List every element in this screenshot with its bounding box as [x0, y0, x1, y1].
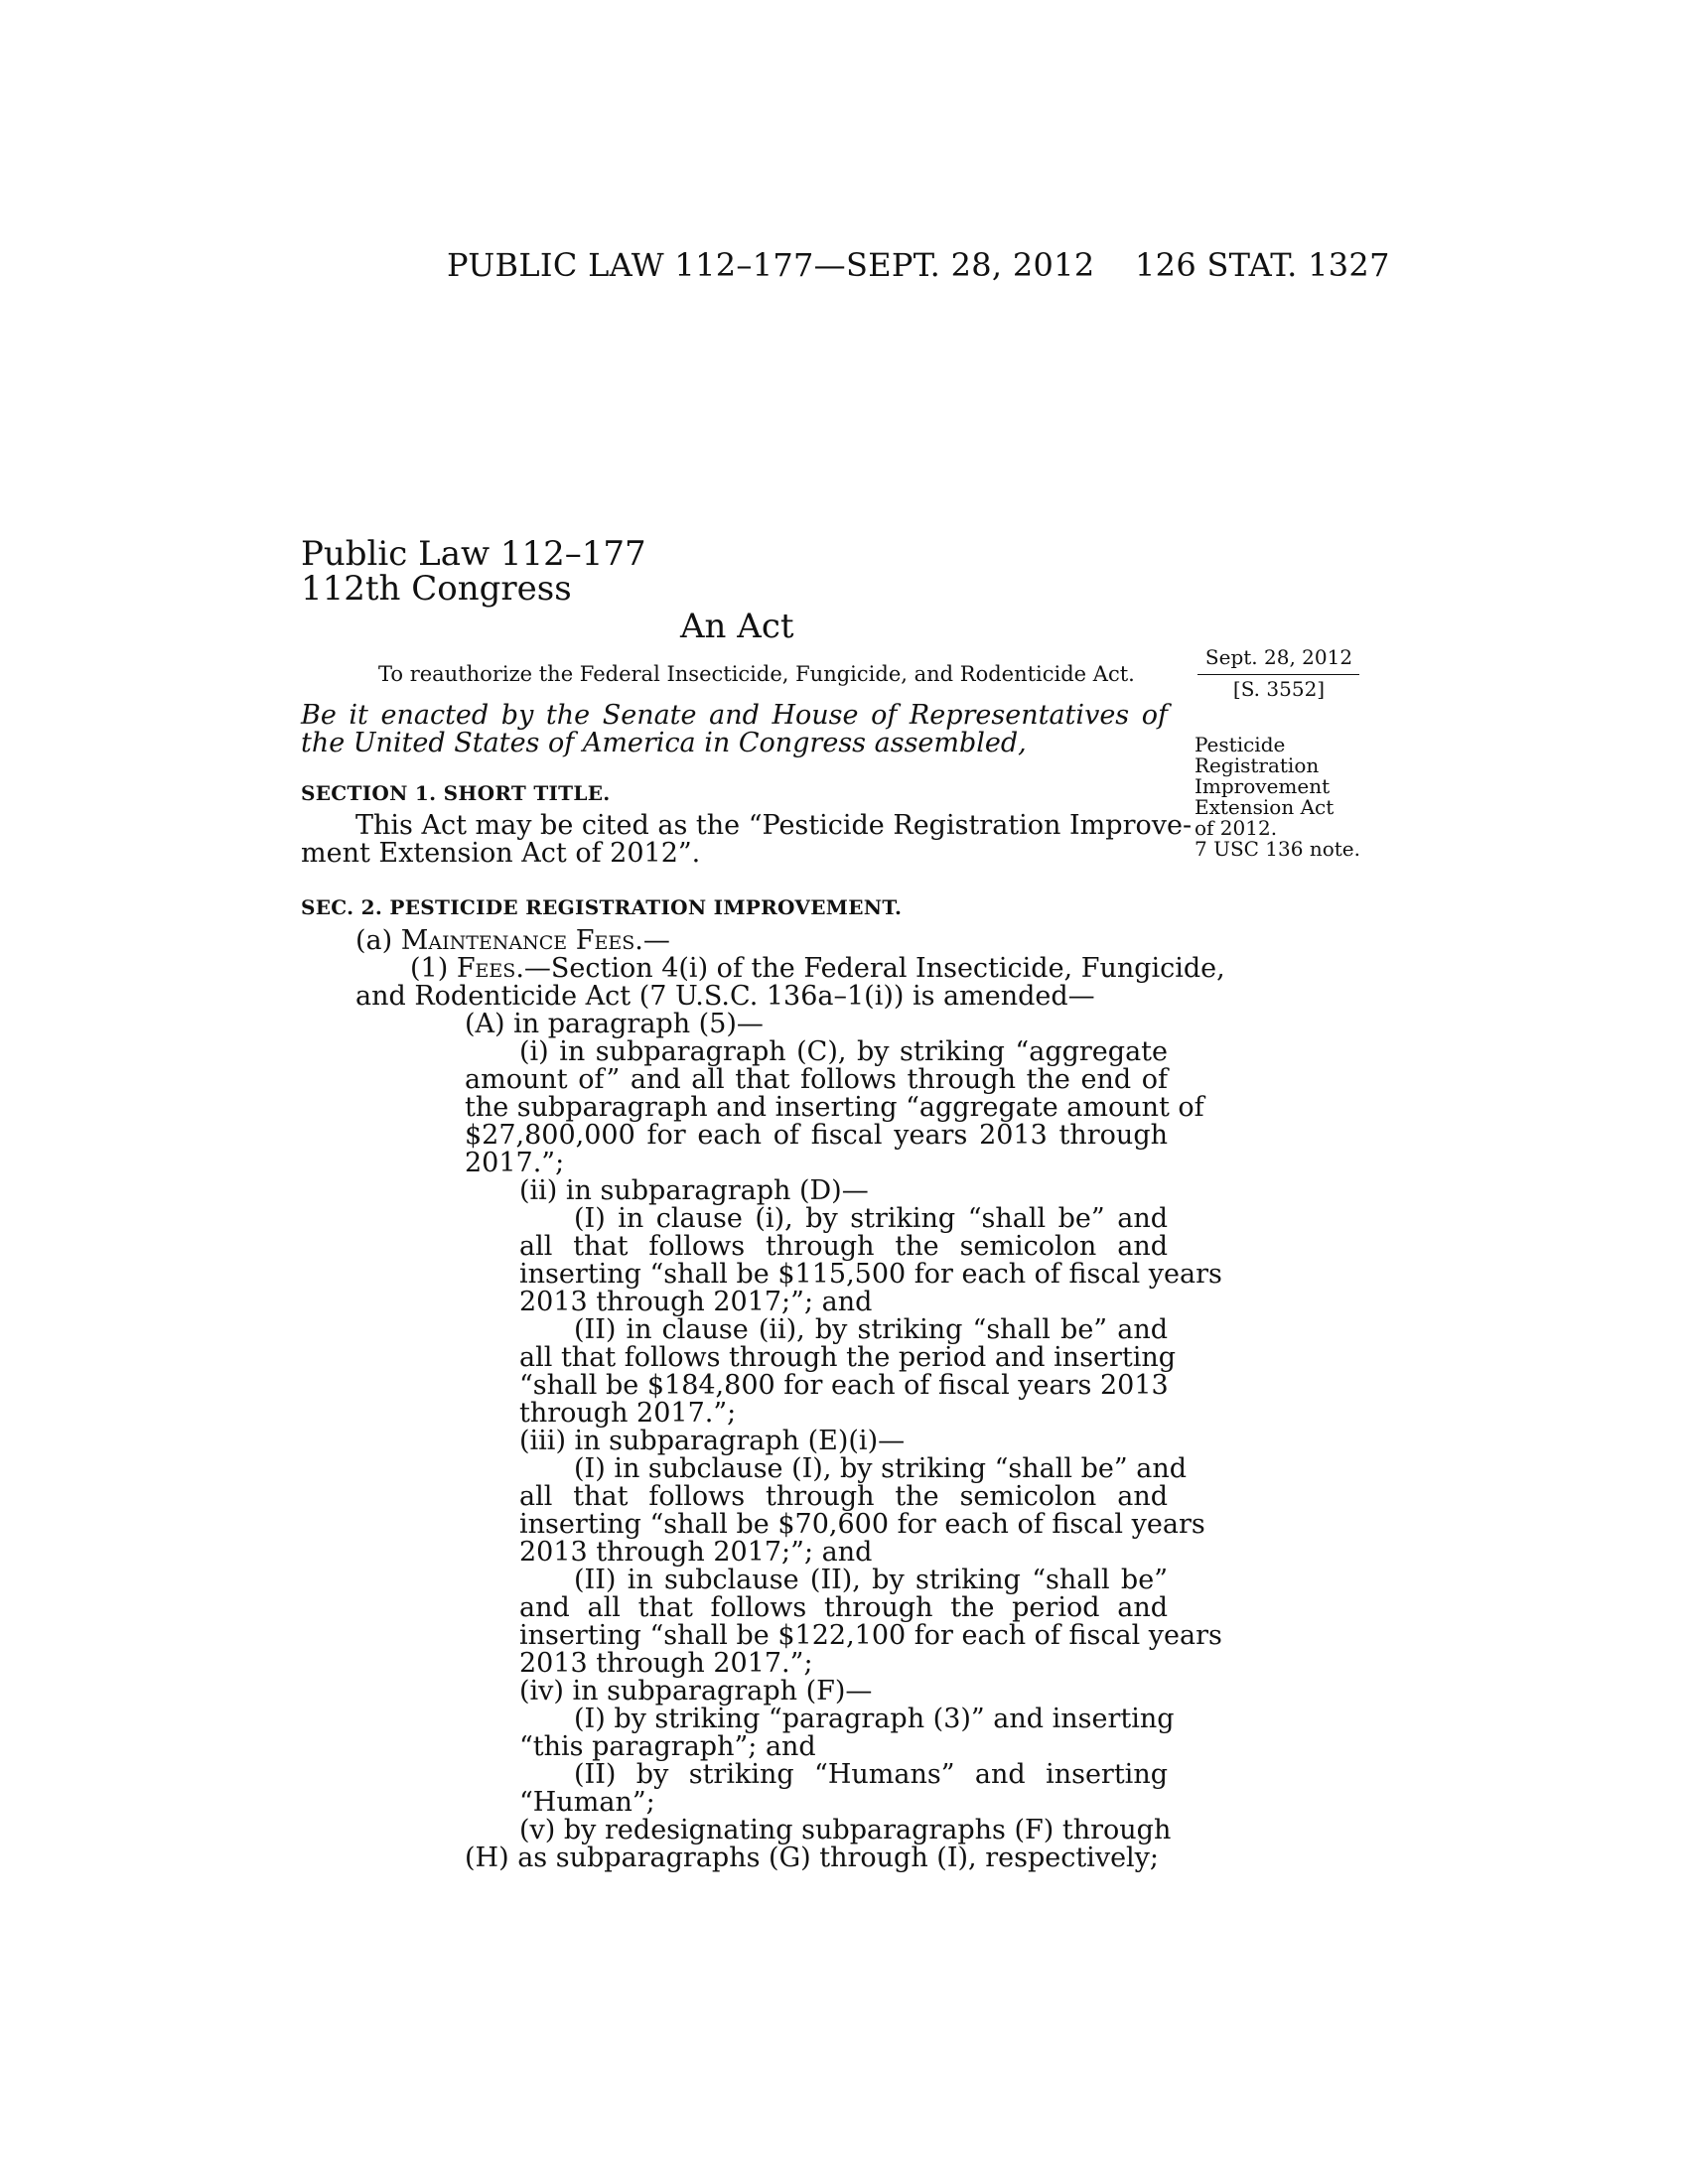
clause-i-line-2: amount of” and all that follows through the end of	[465, 1064, 1168, 1095]
clause-ii-I-line-3: inserting “shall be $115,500 for each of fiscal years	[519, 1259, 1222, 1290]
clause-iv-II-line-2: “Human”;	[519, 1787, 655, 1818]
section-1-text-line-2: ment Extension Act of 2012”.	[301, 838, 701, 869]
clause-iii-I-line-1: (I) in subclause (I), by striking “shall be” and	[574, 1453, 1188, 1484]
clause-i-line-5: 2017.”;	[465, 1148, 565, 1178]
congress-number: 112th Congress	[301, 569, 572, 609]
sidenote-divider	[1197, 674, 1359, 675]
an-act-heading: An Act	[680, 607, 794, 646]
clause-ii-I-line-4: 2013 through 2017;”; and	[519, 1287, 873, 1317]
clause-i-line-1: (i) in subparagraph (C), by striking “aggregate	[519, 1036, 1168, 1067]
subparagraph-A: (A) in paragraph (5)—	[465, 1009, 764, 1039]
clause-iii-II-line-2: and all that follows through the period and	[519, 1592, 1168, 1623]
clause-ii-I-line-1: (I) in clause (i), by striking “shall be” and	[574, 1203, 1168, 1234]
approval-date-note: Sept. 28, 2012	[1204, 645, 1353, 669]
section-1-heading: SECTION 1. SHORT TITLE.	[301, 781, 611, 805]
clause-iii: (iii) in subparagraph (E)(i)—	[519, 1426, 906, 1456]
clause-iv: (iv) in subparagraph (F)—	[519, 1676, 873, 1706]
clause-iii-II-line-3: inserting “shall be $122,100 for each of fiscal years	[519, 1620, 1222, 1651]
enacting-clause-line-2: the United States of America in Congress assembled,	[301, 728, 1027, 758]
enacting-clause-line-1: Be it enacted by the Senate and House of Representatives of	[301, 700, 1168, 731]
page-stat-number: 126 STAT. 1327	[1135, 246, 1390, 284]
section-1-text-line-1: This Act may be cited as the “Pesticide Registration Improve-	[355, 810, 1193, 841]
usc-citation-note: 7 USC 136 note.	[1195, 837, 1360, 861]
clause-ii-II-line-4: through 2017.”;	[519, 1398, 737, 1429]
clause-iii-II-line-1: (II) in subclause (II), by striking “shall be”	[574, 1565, 1168, 1595]
clause-ii-II-line-1: (II) in clause (ii), by striking “shall be” and	[574, 1314, 1168, 1345]
clause-ii-II-line-2: all that follows through the period and inserting	[519, 1342, 1177, 1373]
public-law-number: Public Law 112–177	[301, 534, 646, 574]
clause-iii-I-line-3: inserting “shall be $70,600 for each of fiscal years	[519, 1509, 1205, 1540]
short-title-sidenote: Pesticide Registration Improvement Extension Act of 2012.	[1195, 733, 1335, 840]
clause-ii-II-line-3: “shall be $184,800 for each of fiscal years 2013	[519, 1370, 1169, 1401]
clause-iii-I-line-2: all that follows through the semicolon and	[519, 1481, 1168, 1512]
clause-v-line-2: (H) as subparagraphs (G) through (I), respectively;	[465, 1843, 1160, 1873]
clause-i-line-3: the subparagraph and inserting “aggregate amount of	[465, 1092, 1204, 1123]
running-header-left: PUBLIC LAW 112–177—SEPT. 28, 2012	[447, 246, 1095, 284]
clause-iv-I-line-2: “this paragraph”; and	[519, 1731, 816, 1762]
clause-v-line-1: (v) by redesignating subparagraphs (F) through	[519, 1815, 1172, 1845]
clause-i-line-4: $27,800,000 for each of fiscal years 2013 through	[465, 1120, 1168, 1151]
paragraph-1-line-2: and Rodenticide Act (7 U.S.C. 136a–1(i)) is amended—	[355, 981, 1095, 1012]
clause-iii-II-line-4: 2013 through 2017.”;	[519, 1648, 813, 1679]
clause-iv-II-line-1: (II) by striking “Humans” and inserting	[574, 1759, 1168, 1790]
bill-number-note: [S. 3552]	[1232, 677, 1326, 701]
act-purpose: To reauthorize the Federal Insecticide, Fungicide, and Rodenticide Act.	[378, 662, 1135, 686]
subsection-a-heading: (a) Maintenance Fees.—	[355, 925, 670, 956]
paragraph-1-line-1: (1) Fees.—Section 4(i) of the Federal Insecticide, Fungicide,	[410, 953, 1225, 984]
section-2-heading: SEC. 2. PESTICIDE REGISTRATION IMPROVEMENT.	[301, 895, 903, 919]
clause-iv-I-line-1: (I) by striking “paragraph (3)” and inserting	[574, 1704, 1175, 1734]
clause-ii: (ii) in subparagraph (D)—	[519, 1175, 869, 1206]
clause-iii-I-line-4: 2013 through 2017;”; and	[519, 1537, 873, 1568]
clause-ii-I-line-2: all that follows through the semicolon and	[519, 1231, 1168, 1262]
